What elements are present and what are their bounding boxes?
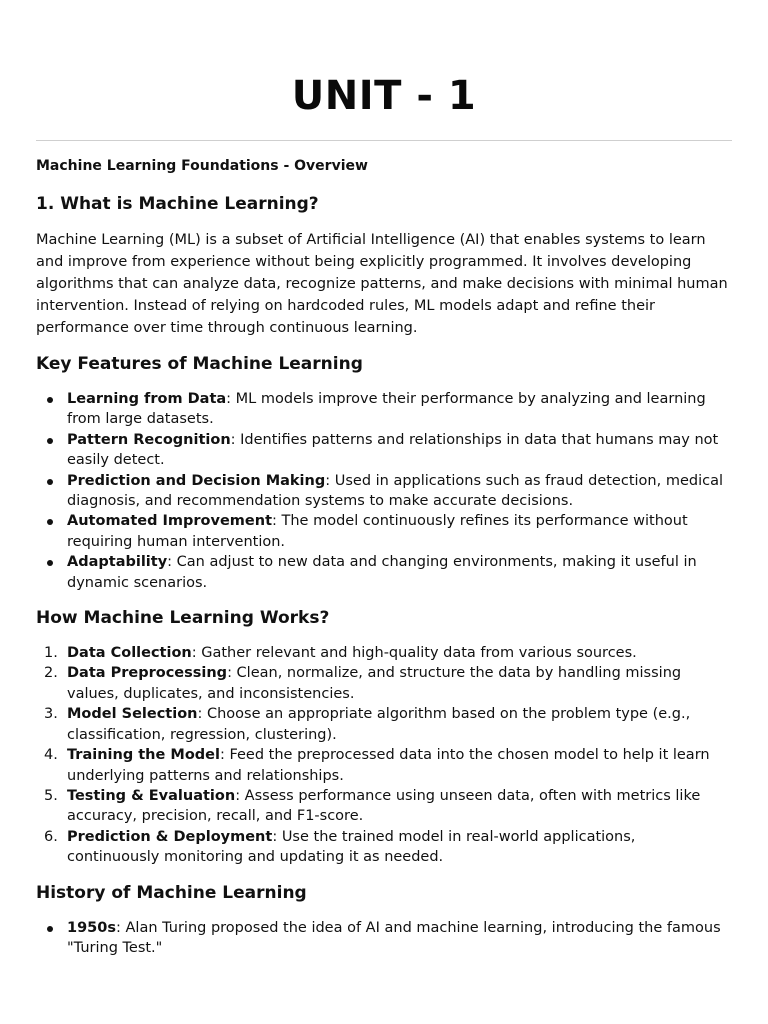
step-term: Prediction & Deployment [67,828,273,845]
step-description: : Assess performance using unseen data, often with metrics like accuracy, precision, recall, and F1-score. [67,787,701,825]
step-description: : Clean, normalize, and structure the data by handling missing values, duplicates, and inconsistencies. [67,665,682,702]
how-ml-works-heading: How Machine Learning Works? [36,608,330,629]
bullet-icon [47,560,53,566]
list-item [36,704,732,745]
step-description: : Choose an appropriate algorithm based on the problem type (e.g., classification, regression, clustering). [67,706,691,743]
list-item [36,663,732,704]
step-term: Training the Model [67,747,220,764]
key-features-heading: Key Features of Machine Learning [36,354,363,374]
feature-description: : Can adjust to new data and changing environments, making it useful in dynamic scenarios. [67,554,697,591]
page-title: UNIT - 1 [291,73,477,119]
feature-description: : The model continuously refines its performance without requiring human intervention. [67,513,688,550]
step-number: 4. [44,747,58,764]
bullet-icon [47,397,53,403]
history-list [36,918,732,959]
list-item [36,786,732,827]
feature-term: Learning from Data [67,391,227,407]
feature-term: Adaptability [67,554,168,571]
bullet-icon [47,438,53,444]
step-number: 1. [44,645,58,662]
key-features-list [36,389,732,593]
feature-term: Automated Improvement [67,513,273,530]
feature-description: : ML models improve their performance by analyzing and learning from large datasets. [67,391,706,428]
feature-term: Prediction and Decision Making [67,472,326,489]
title-divider [36,140,732,141]
step-number: 5. [44,787,58,804]
list-item [36,827,732,868]
ml-steps-list [36,643,732,867]
step-number: 3. [44,706,58,723]
list-item [36,745,732,786]
list-item [36,389,732,430]
step-description: : Use the trained model in real-world applications, continuously monitoring and updating it as needed. [67,828,636,866]
history-description: : Alan Turing proposed the idea of AI and machine learning, introducing the famous "Turing Test." [67,919,721,956]
history-heading: History of Machine Learning [36,882,307,903]
list-item [36,511,732,552]
step-term: Data Collection [67,645,192,662]
bullet-icon [47,479,53,485]
feature-description: : Used in applications such as fraud detection, medical diagnosis, and recommendation systems to make accurate decisions. [67,472,723,510]
step-term: Data Preprocessing [67,665,228,682]
bullet-icon [47,519,53,525]
list-item [36,643,732,663]
step-description: : Feed the preprocessed data into the chosen model to help it learn underlying patterns and relationships. [67,747,710,784]
list-item [36,471,732,512]
list-item [36,552,732,593]
history-era: 1950s [67,919,116,936]
step-description: : Gather relevant and high-quality data from various sources. [191,645,637,662]
step-number: 6. [44,828,58,845]
step-term: Testing & Evaluation [67,787,236,804]
list-item [36,430,732,471]
feature-description: : Identifies patterns and relationships in data that humans may not easily detect. [67,431,719,469]
section-what-is-ml-heading: 1. What is Machine Learning? [36,194,319,214]
ml-definition-paragraph: Machine Learning (ML) is a subset of Artificial Intelligence (AI) that enables systems to learn and improve from experience without being explicitly programmed. It involves developing algorithms that can analyze data, recognize patterns, and make decisions with minimal human intervention. Instead of relying on hardcoded rules, ML models adapt and refine their performance over time through continuous learning. [36,232,728,336]
step-term: Model Selection [67,706,198,723]
list-item [36,918,732,959]
feature-term: Pattern Recognition [67,431,231,448]
overview-subtitle: Machine Learning Foundations - Overview [36,158,368,174]
bullet-icon [47,926,53,932]
step-number: 2. [44,665,58,682]
